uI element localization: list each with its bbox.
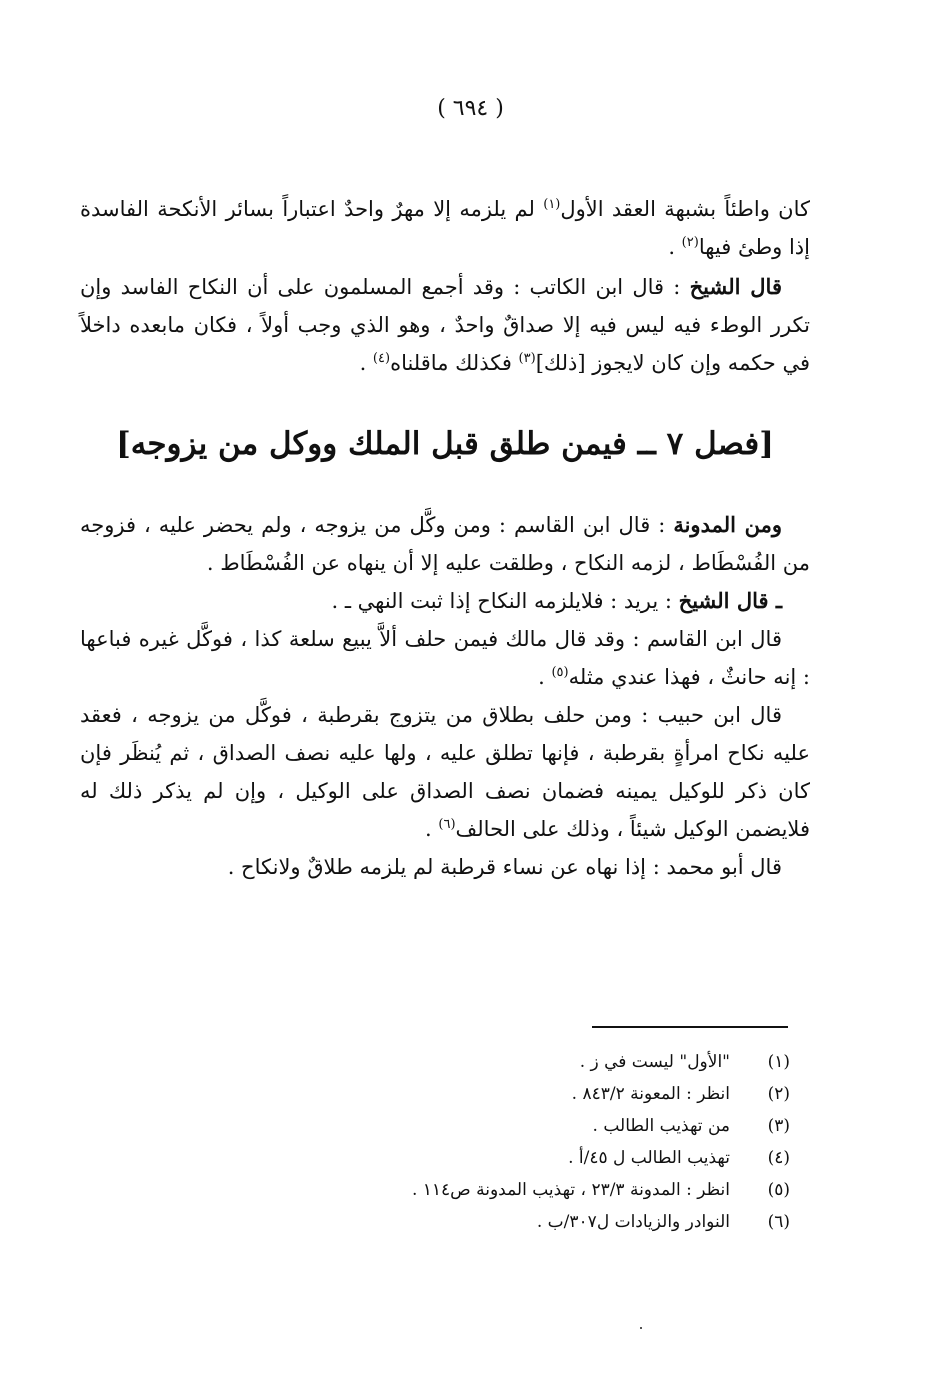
page-number: ( ٦٩٤ ) xyxy=(437,96,504,121)
footnote-number: (٢) xyxy=(767,1084,790,1104)
paragraph-4 xyxy=(80,582,810,620)
footnote-number: (٥) xyxy=(767,1180,790,1200)
paragraph-text: : يريد : فلايلزمه النكاح إذا ثبت النهي ـ . xyxy=(331,589,679,613)
footnote-ref[interactable]: (٥) xyxy=(551,665,569,680)
paragraph-5 xyxy=(80,620,810,696)
paragraph-text: قال أبو محمد : إذا نهاه عن نساء قرطبة لم يلزمه طلاقٌ ولانكاح . xyxy=(227,855,782,879)
paragraph-text: قال ابن حبيب : ومن حلف بطلاق من يتزوج بقرطبة ، فوكَّل من يزوجه ، فعقد عليه نكاح امرأةٍ بقرطبة ، فإنها تطلق عليه ، ولها عليه نصف الصداق ، ثم يُنظَر فإن كان ذكر للوكيل يمينه فضمان نصف الصداق على الوكيل ، وإن لم يذكر ذلك له فلايضمن الوكيل شيئاً ، وذلك على الحالف xyxy=(80,703,810,841)
speaker-label: ـ قال الشيخ xyxy=(678,588,782,613)
footnote-number: (٣) xyxy=(767,1116,790,1136)
footnote-number: (٤) xyxy=(767,1148,790,1168)
paragraph-text: قال ابن القاسم : وقد قال مالك فيمن حلف ألاَّ يبيع سلعة كذا ، فوكَّل غيره فباعها : إنه حانثٌ ، فهذا عندي مثله xyxy=(80,627,810,689)
chapter-title: [فصل ٧ ــ فيمن طلق قبل الملك ووكل من يزوجه] xyxy=(116,426,774,462)
footnote-text: انظر : المعونة ٨٤٣/٢ . xyxy=(571,1084,730,1104)
footnote-ref[interactable]: (١) xyxy=(543,197,561,212)
footnotes xyxy=(320,1046,790,1238)
speaker-label: قال الشيخ xyxy=(689,274,782,299)
footnote-text: النوادر والزيادات ل٣٠٧/ب . xyxy=(536,1212,730,1232)
paragraph-end: . xyxy=(668,235,682,259)
footnote-text: تهذيب الطالب ل ٤٥/أ . xyxy=(568,1148,730,1168)
footnote-item xyxy=(320,1206,790,1238)
paragraph-text: : قال ابن الكاتب : وقد أجمع المسلمون على أن النكاح الفاسد وإن تكرر الوطء فيه ليس فيه إلا صداقٌ واحدٌ ، وهو الذي وجب أولاً ، فكان مابعده داخلاً في حكمه وإن كان لايجوز [ذلك] xyxy=(80,275,810,375)
footnote-text: "الأول" ليست في ز . xyxy=(579,1052,730,1072)
paragraph-1 xyxy=(80,190,810,266)
paragraph-text: : قال ابن القاسم : ومن وكَّل من يزوجه ، ولم يحضر عليه ، فزوجه من الفُسْطَاط ، لزمه النكاح ، وطلقت عليه إلا أن ينهاه عن الفُسْطَاط . xyxy=(80,513,810,575)
paragraph-end: . xyxy=(425,817,439,841)
speaker-label: ومن المدونة xyxy=(673,512,782,537)
paragraph-end: . xyxy=(359,351,373,375)
footnote-text: انظر : المدونة ٢٣/٣ ، تهذيب المدونة ص١١٤ . xyxy=(411,1180,730,1200)
footnote-ref[interactable]: (٤) xyxy=(372,351,391,366)
footnote-item xyxy=(320,1046,790,1078)
footnote-item xyxy=(320,1174,790,1206)
paragraph-text: لم يلزمه إلا مهرٌ واحدٌ اعتباراً بسائر الأنكحة الفاسدة إذا وطئ فيها xyxy=(80,197,810,259)
scan-speck xyxy=(640,1327,642,1329)
paragraph-6 xyxy=(80,696,810,848)
footnote-item xyxy=(320,1110,790,1142)
footnote-item xyxy=(320,1078,790,1110)
footnote-ref[interactable]: (٦) xyxy=(438,817,456,832)
footnote-divider xyxy=(592,1026,788,1028)
footnote-ref[interactable]: (٣) xyxy=(518,351,536,366)
footnote-number: (١) xyxy=(767,1052,790,1072)
paragraph-2 xyxy=(80,268,810,382)
paragraph-end: . xyxy=(538,665,552,689)
paragraph-text: كان واطئاً بشبهة العقد الأول xyxy=(560,197,810,221)
footnote-number: (٦) xyxy=(767,1212,790,1232)
paragraph-3 xyxy=(80,506,810,582)
paragraph-7 xyxy=(80,848,810,886)
footnote-text: من تهذيب الطالب . xyxy=(592,1116,730,1136)
main-text xyxy=(80,190,810,886)
footnote-item xyxy=(320,1142,790,1174)
paragraph-text: فكذلك ماقلناه xyxy=(390,351,519,375)
footnote-ref[interactable]: (٢) xyxy=(681,235,699,250)
